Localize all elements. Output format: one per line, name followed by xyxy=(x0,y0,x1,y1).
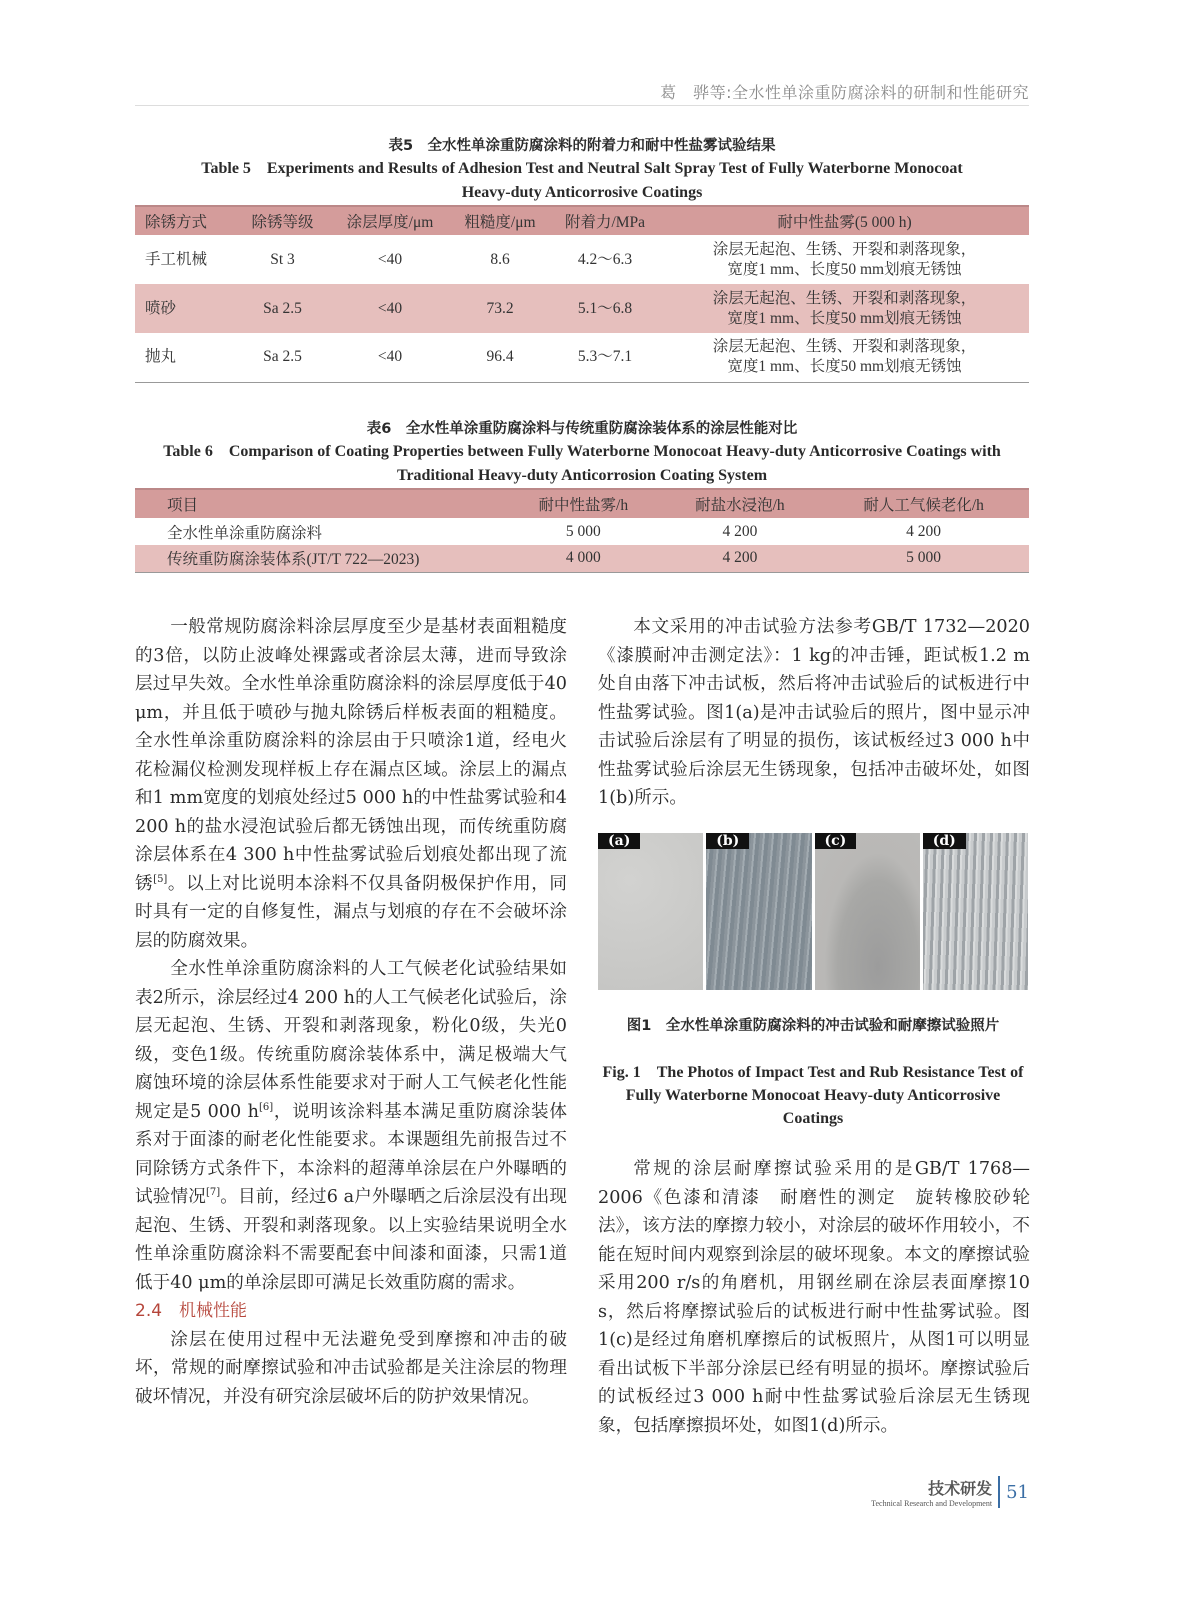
cell: 抛丸 xyxy=(145,348,177,366)
table-row xyxy=(135,284,1029,333)
cell: Sa 2.5 xyxy=(235,284,330,333)
figure-caption-en: Fig. 1 The Photos of Impact Test and Rub Resistance Test of Fully Waterborne Monocoat Heavy-duty Anticorrosive Coatings xyxy=(602,1064,1024,1127)
text: ，说明该涂料基本满足重防腐涂装体系对于面漆的耐老化性能要求。本课题组先前报告过不同除锈方式条件下，本涂料的超薄单涂层在户外曝晒的试验情况 xyxy=(135,1101,567,1207)
column-header: 耐中性盐雾(5 000 h) xyxy=(660,206,1029,235)
cell xyxy=(660,333,1029,382)
citation: [7] xyxy=(205,1187,221,1199)
page-number: 51 xyxy=(1006,1481,1029,1503)
cell: 5 000 xyxy=(818,545,1029,572)
cell xyxy=(660,235,1029,284)
cell xyxy=(660,284,1029,333)
cell-line: 涂层无起泡、生锈、开裂和剥落现象， xyxy=(712,338,977,356)
column-header: 涂层厚度/μm xyxy=(330,206,450,235)
column-header: 粗糙度/μm xyxy=(450,206,550,235)
cell: 4 000 xyxy=(505,545,662,572)
right-column-top xyxy=(598,613,1030,813)
cell: Sa 2.5 xyxy=(263,348,302,366)
table-row xyxy=(135,518,1029,545)
cell: 96.4 xyxy=(486,348,514,366)
table5-caption-cn: 表5 全水性单涂重防腐涂料的附着力和耐中性盐雾试验结果 xyxy=(388,138,776,154)
cell-line: 宽度1 mm、长度50 mm划痕无锈蚀 xyxy=(727,309,962,327)
cell: <40 xyxy=(377,250,403,268)
table6 xyxy=(135,488,1029,573)
cell: 全水性单涂重防腐涂料 xyxy=(167,524,323,542)
table-row xyxy=(135,333,1029,382)
section-heading: 2.4 机械性能 xyxy=(135,1301,248,1321)
cell: 4 200 xyxy=(662,545,819,572)
cell: St 3 xyxy=(270,250,295,268)
paragraph xyxy=(135,613,567,955)
cell: 5.1～6.8 xyxy=(550,284,660,333)
footer-divider xyxy=(998,1476,1000,1508)
right-column-bottom xyxy=(598,1155,1030,1440)
column-header: 项目 xyxy=(135,489,505,518)
table-header-row xyxy=(135,206,1029,235)
text: 全水性单涂重防腐涂料的人工气候老化试验结果如表2所示，涂层经过4 200 h的人工气候老化试验后，涂层无起泡、生锈、开裂和剥落现象，粉化0级，失光0级，变色1级。传统重防腐涂装体系中，满足极端大气腐蚀环境的涂层体系性能要求对于耐人工气候老化性能规定是5 000 h xyxy=(135,959,567,1122)
left-column xyxy=(135,613,567,1411)
table6-caption-en: Table 6 Comparison of Coating Properties between Fully Waterborne Monocoat Heavy-duty Anticorrosive Coatings with Traditional Heavy-duty Anticorrosion Coating System xyxy=(163,443,1001,484)
cell: 喷砂 xyxy=(135,284,235,333)
page-footer xyxy=(871,1476,1029,1508)
citation: [6] xyxy=(258,1101,274,1113)
cell: <40 xyxy=(377,348,403,366)
cell: 5 000 xyxy=(565,522,601,540)
photo-label: (b) xyxy=(706,833,749,849)
cell: <40 xyxy=(330,284,450,333)
column-header: 附着力/MPa xyxy=(550,206,660,235)
paragraph xyxy=(135,955,567,1297)
photo-b xyxy=(706,833,811,990)
photo-label: (a) xyxy=(598,833,640,849)
column-header: 耐中性盐雾/h xyxy=(505,489,662,518)
table-header-row xyxy=(135,489,1029,518)
cell-line: 宽度1 mm、长度50 mm划痕无锈蚀 xyxy=(727,358,962,376)
figure-caption-cn: 图1 全水性单涂重防腐涂料的冲击试验和耐摩擦试验照片 xyxy=(626,1018,1000,1034)
column-header: 除锈等级 xyxy=(235,206,330,235)
column-header: 耐人工气候老化/h xyxy=(818,489,1029,518)
text: 一般常规防腐涂料涂层厚度至少是基材表面粗糙度的3倍，以防止波峰处裸露或者涂层太薄，进而导致涂层过早失效。全水性单涂重防腐涂料的涂层厚度低于40 μm，并且低于喷砂与抛丸除锈后样板表面的粗糙度。全水性单涂重防腐涂料的涂层由于只喷涂1道，经电火花检漏仪检测发现样板上存在漏点区域。涂层上的漏点和1 mm宽度的划痕处经过5 000 h的中性盐雾试验和4 200 h的盐水浸泡试验后都无锈蚀出现，而传统重防腐涂层体系在4 300 h中性盐雾试验后划痕处都出现了流锈 xyxy=(135,617,567,894)
paragraph: 涂层在使用过程中无法避免受到摩擦和冲击的破坏，常规的耐摩擦试验和冲击试验都是关注涂层的物理破坏情况，并没有研究涂层破坏后的防护效果情况。 xyxy=(135,1329,567,1407)
paragraph: 常规的涂层耐摩擦试验采用的是GB/T 1768—2006《色漆和清漆 耐磨性的测定 旋转橡胶砂轮法》，该方法的摩擦力较小，对涂层的破坏作用较小，不能在短时间内观察到涂层的破坏现象。本文的摩擦试验采用200 r/s的角磨机，用钢丝刷在涂层表面摩擦10 s，然后将摩擦试验后的试板进行耐中性盐雾试验。图1(c)是经过角磨机摩擦后的试板照片，从图1可以明显看出试板下半部分涂层已经有明显的损坏。摩擦试验后的试板经过3 000 h耐中性盐雾试验后涂层无生锈现象，包括摩擦损坏处，如图1(d)所示。 xyxy=(598,1159,1030,1436)
table5 xyxy=(135,205,1029,383)
cell: 4.2～6.3 xyxy=(577,250,633,268)
photo-a xyxy=(598,833,703,990)
photo-label: (c) xyxy=(815,833,857,849)
cell: 8.6 xyxy=(490,250,510,268)
photo-c xyxy=(815,833,920,990)
cell: 4 200 xyxy=(722,522,758,540)
cell: 传统重防腐涂装体系(JT/T 722—2023) xyxy=(135,545,505,572)
running-head: 葛 骅等:全水性单涂重防腐涂料的研制和性能研究 xyxy=(135,80,1029,106)
cell-line: 宽度1 mm、长度50 mm划痕无锈蚀 xyxy=(727,260,962,278)
footer-section-en: Technical Research and Development xyxy=(871,1499,993,1508)
column-header: 耐盐水浸泡/h xyxy=(662,489,819,518)
cell: 4 200 xyxy=(906,522,942,540)
photo-label: (d) xyxy=(923,833,966,849)
column-header: 除锈方式 xyxy=(135,206,235,235)
cell-line: 涂层无起泡、生锈、开裂和剥落现象， xyxy=(712,240,977,258)
figure-1 xyxy=(598,833,1028,990)
footer-section-cn: 技术研发 xyxy=(928,1479,993,1498)
text: 。以上对比说明本涂料不仅具备阴极保护作用，同时具有一定的自修复性，漏点与划痕的存在不会破坏涂层的防腐效果。 xyxy=(135,873,567,951)
text: 。目前，经过6 a户外曝晒之后涂层没有出现起泡、生锈、开裂和剥落现象。以上实验结果说明全水性单涂重防腐涂料不需要配套中间漆和面漆，只需1道低于40 μm的单涂层即可满足长效重防腐的需求。 xyxy=(135,1187,567,1293)
cell: 5.3～7.1 xyxy=(577,348,633,366)
footer-section xyxy=(871,1476,992,1508)
table5-caption-en: Table 5 Experiments and Results of Adhesion Test and Neutral Salt Spray Test of Fully Waterborne Monocoat Heavy-duty Anticorrosive Coatings xyxy=(201,160,963,201)
table-row xyxy=(135,545,1029,572)
table-row xyxy=(135,235,1029,284)
cell-line: 涂层无起泡、生锈、开裂和剥落现象， xyxy=(712,289,977,307)
citation: [5] xyxy=(153,873,168,885)
table6-caption-cn: 表6 全水性单涂重防腐涂料与传统重防腐涂装体系的涂层性能对比 xyxy=(366,421,798,437)
paragraph: 本文采用的冲击试验方法参考GB/T 1732—2020《漆膜耐冲击测定法》：1 kg的冲击锤，距试板1.2 m处自由落下冲击试板，然后将冲击试验后的试板进行中性盐雾试验。图1(a)是冲击试验后的照片，图中显示冲击试验后涂层有了明显的损伤，该试板经过3 000 h中性盐雾试验后涂层无生锈现象，包括冲击破坏处，如图1(b)所示。 xyxy=(598,617,1030,808)
cell: 73.2 xyxy=(450,284,550,333)
photo-d xyxy=(923,833,1028,990)
cell: 手工机械 xyxy=(145,250,208,268)
